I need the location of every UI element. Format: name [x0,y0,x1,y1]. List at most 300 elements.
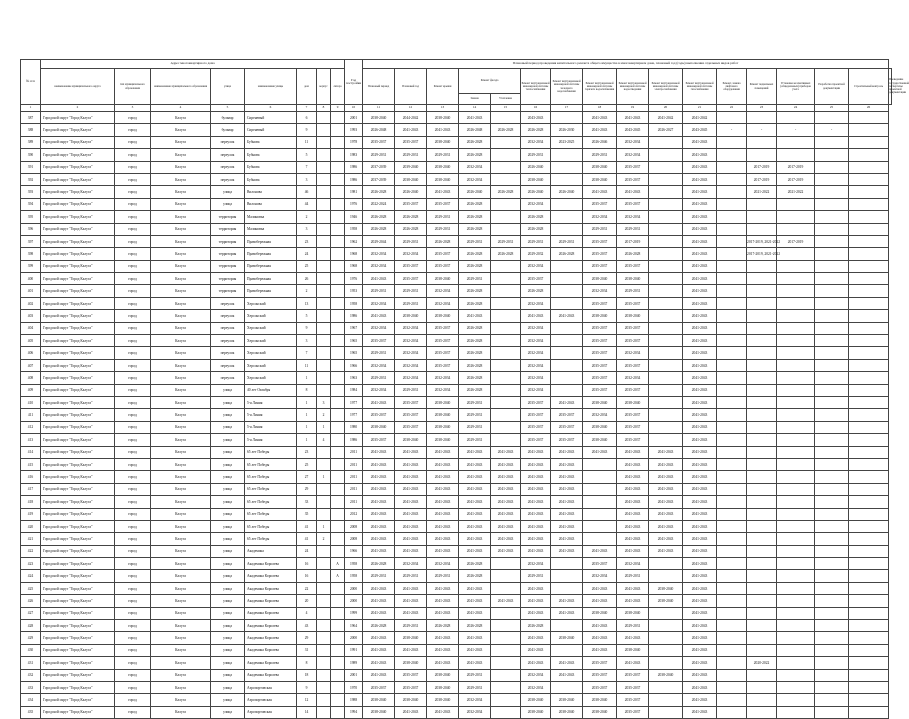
table-cell: 2026-2028 [459,620,491,632]
table-cell: Городской округ "Город Калуга" [41,335,115,347]
table-row [21,173,892,185]
table-cell [815,533,849,545]
table-cell: Аэропортовская [245,681,297,693]
table-cell: 2029-2031 [491,235,521,247]
table-cell: 1958 [345,558,363,570]
table-cell: 2041-2043 [683,248,717,260]
table-cell: Калуга [151,458,211,470]
table-cell: 2026-2028 [427,620,459,632]
table-cell: 2041-2043 [363,483,395,495]
table-cell: 31 [297,644,317,656]
table-cell [491,198,521,210]
table-cell [649,149,683,161]
table-cell: 2035-2037 [395,396,427,408]
table-cell [331,211,345,223]
table-cell: город [115,533,151,545]
table-cell: 2035-2037 [427,322,459,334]
table-cell [331,248,345,260]
table-cell: 411 [21,409,41,421]
table-cell: 43 [297,620,317,632]
table-cell: 2041-2043 [551,595,583,607]
table-cell [849,396,889,408]
table-cell: Херсонский [245,347,297,359]
table-cell: 2038-2040 [551,694,583,706]
table-cell: 2041-2043 [521,644,551,656]
table-cell: 2029-2031 [617,223,649,235]
table-cell: Городской округ "Город Калуга" [41,644,115,656]
table-cell [849,248,889,260]
table-cell [815,335,849,347]
table-cell: Калуга [151,446,211,458]
table-cell: 2035-2037 [551,409,583,421]
table-cell: 400 [21,273,41,285]
table-cell: 2041-2043 [617,483,649,495]
table-cell: город [115,434,151,446]
table-cell [583,471,617,483]
table-row [21,260,892,272]
table-cell: Городской округ "Город Калуга" [41,359,115,371]
table-cell [815,409,849,421]
table-cell: 2041-2043 [683,409,717,421]
table-cell: 2037-2039 [363,161,395,173]
table-cell [777,607,815,619]
table-cell: 2035-2037 [617,706,649,718]
table-cell: 2041-2043 [683,396,717,408]
table-cell [491,260,521,272]
table-cell: 2029-2031 [363,285,395,297]
table-cell [747,582,777,594]
table-cell: Калуга [151,508,211,520]
table-cell: 2026-2040 [521,161,551,173]
table-cell [317,359,331,371]
table-cell: 65 лет Победы [245,520,297,532]
table-cell: 2041-2043 [491,595,521,607]
table-cell [331,607,345,619]
table-cell: 397 [21,235,41,247]
lift-header: Ремонт, замена лифтового оборудования [717,69,747,105]
table-cell: 2035-2037 [583,359,617,371]
table-cell [717,198,747,210]
table-cell: 2041-2043 [521,545,551,557]
table-cell: Калуга [151,211,211,223]
table-cell [717,112,747,124]
table-cell [491,396,521,408]
table-cell: 2035-2037 [395,421,427,433]
table-cell: 1958 [345,223,363,235]
table-cell: 1977 [345,396,363,408]
table-cell: 2041-2043 [683,322,717,334]
table-cell [317,694,331,706]
table-cell [747,310,777,322]
table-cell: 406 [21,347,41,359]
table-cell: 2041-2043 [459,483,491,495]
table-cell: город [115,310,151,322]
table-cell: 2029-2031 [551,235,583,247]
table-cell [317,198,331,210]
table-cell: 2041-2043 [551,520,583,532]
table-cell: 2041-2043 [551,607,583,619]
table-cell: город [115,657,151,669]
table-cell: 2029-2031 [459,235,491,247]
table-cell: 2041-2043 [427,124,459,136]
table-cell: Городской округ "Город Калуга" [41,694,115,706]
table-cell [317,161,331,173]
heating-header: Ремонт внутридомовой инженерной системы теплоснабжения [521,69,551,105]
table-cell [717,359,747,371]
table-cell: 2035-2037 [363,434,395,446]
table-cell: улица [211,434,245,446]
table-cell: 2041-2043 [459,310,491,322]
table-cell: - [747,124,777,136]
table-cell: 2041-2043 [683,545,717,557]
facade-b-header: Утепление [491,94,521,105]
table-cell [317,458,331,470]
table-cell: Аэропортовская [245,694,297,706]
table-row [21,384,892,396]
table-cell [717,136,747,148]
table-cell [331,297,345,309]
table-cell: 2041-2043 [683,223,717,235]
table-cell [717,173,747,185]
table-cell: Академика Королева [245,632,297,644]
table-cell: 2029-2031 [617,285,649,297]
table-cell: 433 [21,681,41,693]
table-row [21,496,892,508]
table-cell: 2038-2040 [395,310,427,322]
table-cell [551,198,583,210]
table-cell: 2038-2040 [617,273,649,285]
table-cell [747,322,777,334]
table-cell: 2041-2043 [395,520,427,532]
table-cell [717,297,747,309]
table-cell: город [115,558,151,570]
table-cell: 2038-2040 [617,644,649,656]
column-number-cell: 13 [427,105,459,112]
table-cell [551,372,583,384]
table-cell: улица [211,421,245,433]
table-cell: 2041-2043 [427,607,459,619]
table-cell [849,310,889,322]
table-cell: 2041-2043 [459,607,491,619]
table-cell: Академика Королева [245,595,297,607]
table-cell: Калуга [151,520,211,532]
table-cell [777,471,815,483]
table-cell [491,273,521,285]
table-cell: 2041-2043 [683,335,717,347]
table-cell: 2029-2031 [427,223,459,235]
table-cell: Калуга [151,124,211,136]
table-row [21,248,892,260]
table-cell: Калуга [151,112,211,124]
table-cell: 2041-2043 [551,471,583,483]
table-cell: 24 [297,248,317,260]
table-cell: 2035-2037 [363,409,395,421]
table-cell: 2041-2043 [683,644,717,656]
table-cell [649,372,683,384]
table-cell: Городской округ "Город Калуга" [41,273,115,285]
table-cell [849,545,889,557]
col-no-header: № п/п [21,60,41,105]
table-cell [777,384,815,396]
table-cell: 2041-2043 [363,582,395,594]
table-cell: Правобережная [245,248,297,260]
table-cell: Городской округ "Город Калуга" [41,310,115,322]
table-cell: 1953 [345,285,363,297]
table-cell [331,347,345,359]
table-cell: 2029-2031 [363,347,395,359]
table-cell: Калуга [151,248,211,260]
table-cell [777,409,815,421]
table-cell: 2038-2040 [583,694,617,706]
table-cell: Калуга [151,335,211,347]
table-cell: 2026-2028 [459,558,491,570]
table-cell: 2035-2037 [583,372,617,384]
table-cell [747,595,777,607]
table-cell: 2032-2034 [459,706,491,718]
table-cell: 2041-2043 [683,434,717,446]
table-cell: 2041-2043 [683,508,717,520]
table-cell: 41 [297,520,317,532]
table-cell [747,458,777,470]
table-cell: 2041-2043 [363,496,395,508]
table-cell: Калуга [151,198,211,210]
table-cell [649,396,683,408]
table-cell: 2029-2031 [521,570,551,582]
table-header [21,60,909,112]
table-cell: Вилонова [245,198,297,210]
table-cell [747,483,777,495]
table-cell [849,384,889,396]
column-number-cell: 23 [747,105,777,112]
table-cell: 430 [21,644,41,656]
table-cell: город [115,570,151,582]
table-cell: 14 [297,706,317,718]
header-columns-row [21,69,892,94]
table-row [21,149,892,161]
table-cell: 2026-2028 [551,248,583,260]
table-cell: 2026-2028 [363,223,395,235]
table-cell: 410 [21,396,41,408]
table-cell: 388 [21,124,41,136]
table-cell: улица [211,198,245,210]
table-cell: 2041-2043 [459,112,491,124]
table-cell [777,211,815,223]
table-cell [649,409,683,421]
table-cell [331,706,345,718]
table-cell: 2029-2031 [521,235,551,247]
table-cell: 2035-2037 [521,421,551,433]
table-cell [717,248,747,260]
table-cell [317,632,331,644]
table-cell [491,359,521,371]
table-cell: Калуга [151,149,211,161]
table-cell: Академика Королева [245,558,297,570]
table-cell [747,570,777,582]
table-cell [317,136,331,148]
table-cell: Городской округ "Город Калуга" [41,124,115,136]
table-cell: 2035-2037 [521,396,551,408]
table-cell [747,446,777,458]
table-cell: 2035-2037 [583,558,617,570]
table-cell: 2038-2040 [427,161,459,173]
table-cell: город [115,322,151,334]
table-cell: 65 лет Победы [245,458,297,470]
table-cell: 5-я Линия [245,396,297,408]
table-cell [331,112,345,124]
table-cell [717,310,747,322]
table-cell: Калуга [151,136,211,148]
table-cell: город [115,520,151,532]
table-cell: город [115,496,151,508]
table-cell: 422 [21,545,41,557]
table-cell [317,173,331,185]
table-cell: город [115,458,151,470]
street-type-header: улица [211,69,245,105]
table-cell: 9 [297,681,317,693]
table-cell: 2032-2034 [459,694,491,706]
table-cell: 2038-2040 [427,669,459,681]
table-cell: 1 [297,421,317,433]
table-cell [815,582,849,594]
table-row [21,595,892,607]
table-cell [317,558,331,570]
table-cell [317,260,331,272]
table-cell: 2041-2043 [551,533,583,545]
table-cell: улица [211,669,245,681]
table-cell: 1978 [345,136,363,148]
table-cell: 2041-2043 [551,508,583,520]
table-cell: 1 [297,434,317,446]
table-cell [649,235,683,247]
municipality-header: наименование муниципального округа [41,69,115,105]
table-cell: 2035-2037 [427,260,459,272]
table-cell: 44 [297,198,317,210]
table-cell: город [115,595,151,607]
column-number-cell: 3 [115,105,151,112]
table-cell: 2041-2043 [491,496,521,508]
table-cell: 2041-2043 [491,520,521,532]
table-cell [717,273,747,285]
table-cell: 2041-2043 [491,471,521,483]
table-cell: Городской округ "Город Калуга" [41,136,115,148]
table-cell: 2029-2031 [617,570,649,582]
table-cell: 2029-2031 [395,384,427,396]
table-cell: 23 [297,446,317,458]
table-row [21,335,892,347]
table-cell: 1976 [345,273,363,285]
table-row [21,297,892,309]
table-cell [717,483,747,495]
table-cell [777,706,815,718]
period-end-header: Плановый год [395,69,427,105]
table-cell: 404 [21,322,41,334]
table-cell [317,644,331,656]
table-cell: Херсонский [245,335,297,347]
table-cell: 2041-2043 [617,186,649,198]
table-cell: 2032-2034 [617,136,649,148]
table-cell [747,620,777,632]
table-cell: 2023-2025 [551,136,583,148]
table-cell [747,198,777,210]
table-cell [491,706,521,718]
table-cell: улица [211,706,245,718]
table-cell: 2017-2019 [617,235,649,247]
table-cell: 2 [297,211,317,223]
table-cell: Калуга [151,644,211,656]
table-cell [331,496,345,508]
table-cell: 2041-2043 [649,446,683,458]
table-cell: А [331,570,345,582]
table-cell: 2038-2040 [583,273,617,285]
table-cell: переулок [211,335,245,347]
table-cell [491,335,521,347]
table-cell: 2041-2043 [395,483,427,495]
table-cell: город [115,545,151,557]
table-cell: 2032-2034 [521,347,551,359]
table-cell: 2026-2028 [459,285,491,297]
facade-a-header: Замена [459,94,491,105]
table-cell [331,136,345,148]
table-cell [317,112,331,124]
table-cell: 2035-2037 [395,198,427,210]
table-cell: Калуга [151,384,211,396]
table-cell: 392 [21,173,41,185]
table-cell: 2038-2040 [427,694,459,706]
table-cell: город [115,173,151,185]
table-cell: улица [211,520,245,532]
table-cell: Городской округ "Город Калуга" [41,421,115,433]
table-cell [491,558,521,570]
table-cell [717,681,747,693]
table-cell: 2029-2031 [459,396,491,408]
table-cell [491,161,521,173]
table-cell: 2041-2042 [649,112,683,124]
table-cell [317,297,331,309]
table-cell [815,136,849,148]
table-cell [649,310,683,322]
table-cell: 2026-2040 [551,186,583,198]
table-cell [551,384,583,396]
table-cell: 435 [21,706,41,718]
table-cell: Бубнова [245,149,297,161]
table-cell [815,471,849,483]
table-cell: 2041-2043 [521,508,551,520]
table-cell [777,681,815,693]
table-cell: 3 [297,223,317,235]
table-cell: Городской округ "Город Калуга" [41,508,115,520]
table-cell: Бубнова [245,136,297,148]
table-cell: 419 [21,508,41,520]
table-cell [317,372,331,384]
table-cell: 2038-2040 [363,694,395,706]
table-cell [849,112,889,124]
address-group-header: Адрес многоквартирного дома [41,60,345,69]
table-cell: 396 [21,223,41,235]
table-cell: 2017-2019 [777,161,815,173]
table-cell: 2038-2040 [617,310,649,322]
table-cell: 2026-2028 [363,211,395,223]
table-cell [849,681,889,693]
table-cell: Правобережная [245,260,297,272]
table-row [21,186,892,198]
table-cell [815,558,849,570]
table-row [21,644,892,656]
table-cell: 2041-2043 [363,533,395,545]
table-cell: 2041-2043 [683,446,717,458]
table-cell: Академика Королева [245,657,297,669]
table-cell: Калуга [151,657,211,669]
table-cell: 2035-2037 [395,409,427,421]
